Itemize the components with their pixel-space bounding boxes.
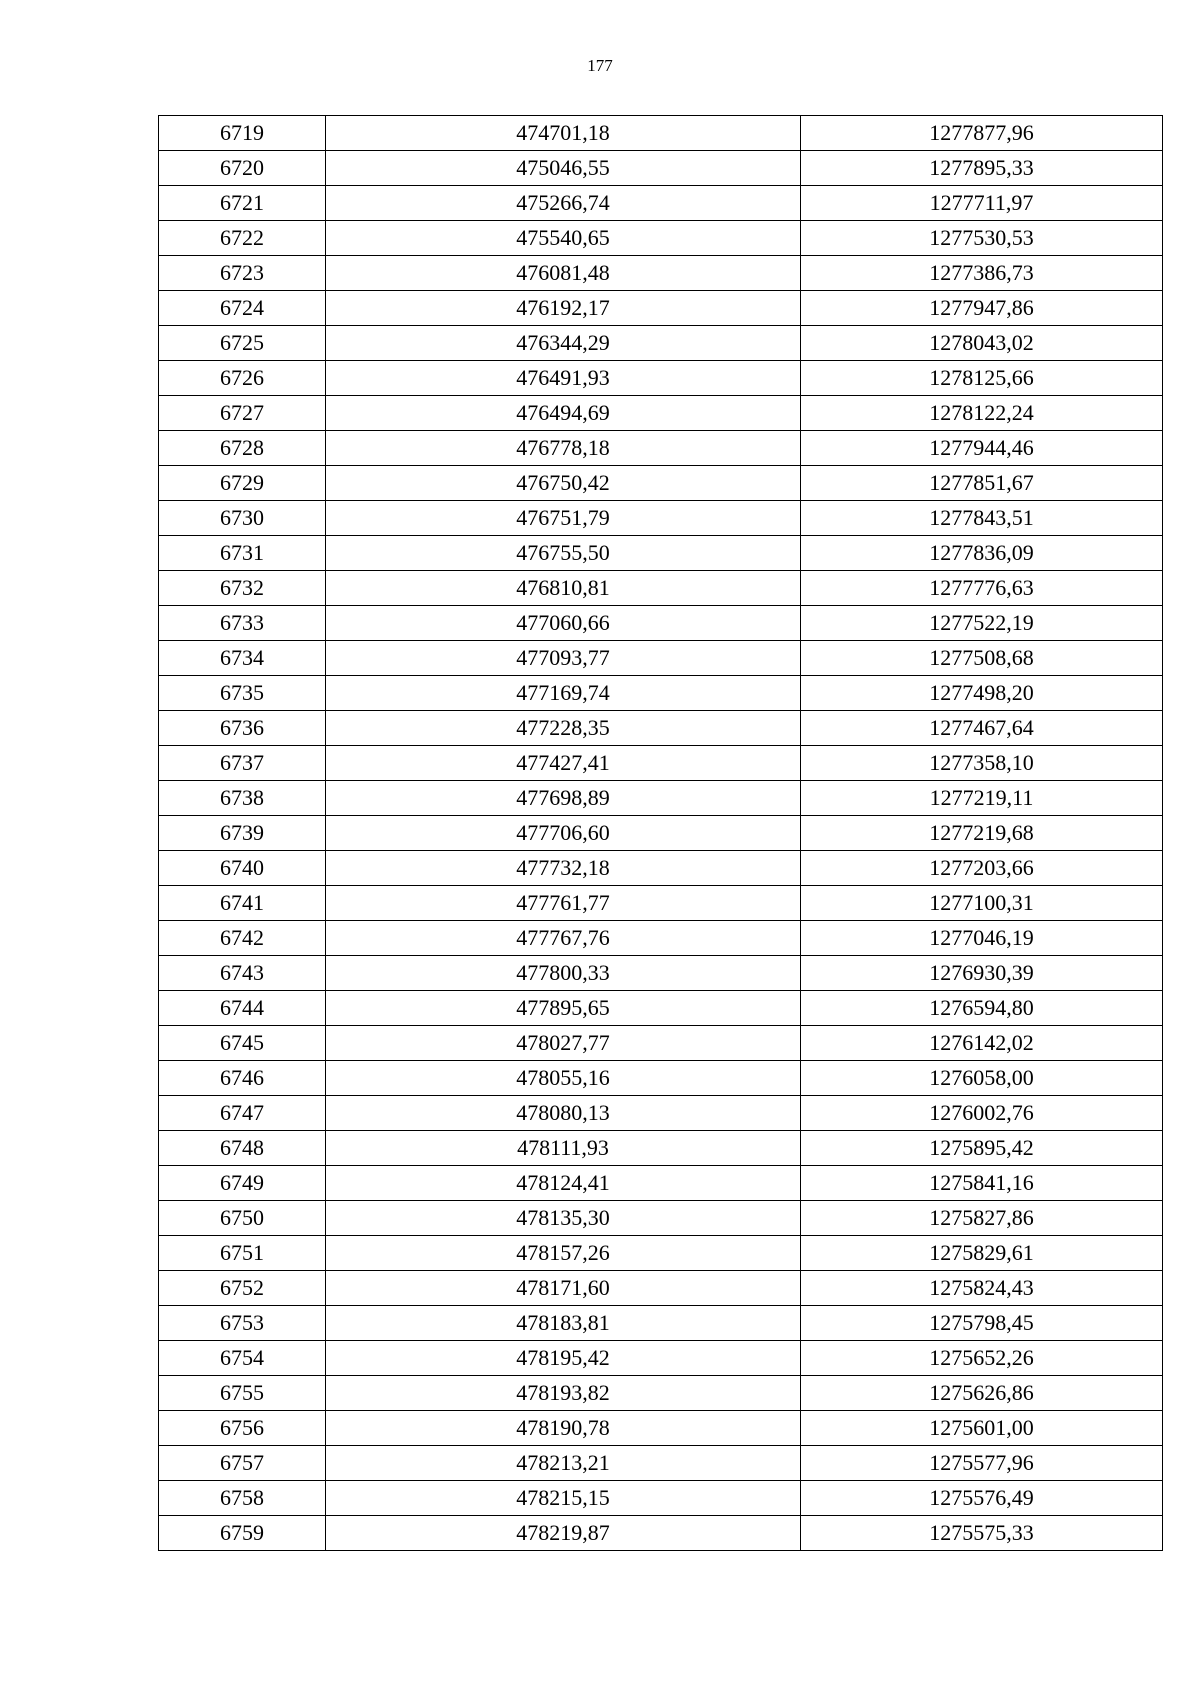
y-coordinate-cell: 1276058,00 [801,1061,1163,1096]
point-number-cell: 6735 [159,676,326,711]
y-coordinate-cell: 1276594,80 [801,991,1163,1026]
x-coordinate-cell: 476344,29 [326,326,801,361]
y-coordinate-cell: 1277203,66 [801,851,1163,886]
point-number-cell: 6729 [159,466,326,501]
y-coordinate-cell: 1277530,53 [801,221,1163,256]
point-number-cell: 6734 [159,641,326,676]
y-coordinate-cell: 1275577,96 [801,1446,1163,1481]
table-row [159,991,1163,1026]
point-number-cell: 6722 [159,221,326,256]
x-coordinate-cell: 477427,41 [326,746,801,781]
x-coordinate-cell: 478183,81 [326,1306,801,1341]
table-row [159,1376,1163,1411]
y-coordinate-cell: 1277843,51 [801,501,1163,536]
point-number-cell: 6744 [159,991,326,1026]
point-number-cell: 6724 [159,291,326,326]
table-row [159,921,1163,956]
point-number-cell: 6731 [159,536,326,571]
x-coordinate-cell: 476081,48 [326,256,801,291]
point-number-cell: 6733 [159,606,326,641]
point-number-cell: 6752 [159,1271,326,1306]
x-coordinate-cell: 477698,89 [326,781,801,816]
y-coordinate-cell: 1275827,86 [801,1201,1163,1236]
y-coordinate-cell: 1278125,66 [801,361,1163,396]
x-coordinate-cell: 478215,15 [326,1481,801,1516]
y-coordinate-cell: 1275829,61 [801,1236,1163,1271]
coordinates-table [158,115,1163,1551]
y-coordinate-cell: 1276142,02 [801,1026,1163,1061]
point-number-cell: 6759 [159,1516,326,1551]
point-number-cell: 6738 [159,781,326,816]
table-row [159,1271,1163,1306]
point-number-cell: 6726 [159,361,326,396]
table-row [159,606,1163,641]
y-coordinate-cell: 1277522,19 [801,606,1163,641]
x-coordinate-cell: 475046,55 [326,151,801,186]
y-coordinate-cell: 1277711,97 [801,186,1163,221]
x-coordinate-cell: 477169,74 [326,676,801,711]
table-row [159,956,1163,991]
table-row [159,326,1163,361]
table-row [159,1026,1163,1061]
y-coordinate-cell: 1278122,24 [801,396,1163,431]
y-coordinate-cell: 1277895,33 [801,151,1163,186]
y-coordinate-cell: 1277508,68 [801,641,1163,676]
table-row [159,1481,1163,1516]
x-coordinate-cell: 477706,60 [326,816,801,851]
x-coordinate-cell: 478171,60 [326,1271,801,1306]
x-coordinate-cell: 477800,33 [326,956,801,991]
x-coordinate-cell: 477228,35 [326,711,801,746]
point-number-cell: 6754 [159,1341,326,1376]
x-coordinate-cell: 477895,65 [326,991,801,1026]
y-coordinate-cell: 1275798,45 [801,1306,1163,1341]
table-row [159,641,1163,676]
y-coordinate-cell: 1276930,39 [801,956,1163,991]
y-coordinate-cell: 1278043,02 [801,326,1163,361]
table-row [159,186,1163,221]
table-row [159,466,1163,501]
table-row [159,1306,1163,1341]
table-row [159,1166,1163,1201]
point-number-cell: 6732 [159,571,326,606]
x-coordinate-cell: 476755,50 [326,536,801,571]
point-number-cell: 6721 [159,186,326,221]
point-number-cell: 6756 [159,1411,326,1446]
point-number-cell: 6747 [159,1096,326,1131]
x-coordinate-cell: 477732,18 [326,851,801,886]
x-coordinate-cell: 477093,77 [326,641,801,676]
point-number-cell: 6739 [159,816,326,851]
y-coordinate-cell: 1275895,42 [801,1131,1163,1166]
table-row [159,431,1163,466]
table-row [159,781,1163,816]
x-coordinate-cell: 476751,79 [326,501,801,536]
table-row [159,1236,1163,1271]
y-coordinate-cell: 1277046,19 [801,921,1163,956]
table-row [159,1201,1163,1236]
table-row [159,886,1163,921]
table-row [159,1446,1163,1481]
y-coordinate-cell: 1277836,09 [801,536,1163,571]
point-number-cell: 6741 [159,886,326,921]
y-coordinate-cell: 1277877,96 [801,116,1163,151]
x-coordinate-cell: 478111,93 [326,1131,801,1166]
table-row [159,501,1163,536]
y-coordinate-cell: 1277386,73 [801,256,1163,291]
x-coordinate-cell: 477761,77 [326,886,801,921]
x-coordinate-cell: 478080,13 [326,1096,801,1131]
table-row [159,1061,1163,1096]
x-coordinate-cell: 477060,66 [326,606,801,641]
x-coordinate-cell: 476778,18 [326,431,801,466]
table-row [159,151,1163,186]
point-number-cell: 6748 [159,1131,326,1166]
table-row [159,536,1163,571]
x-coordinate-cell: 476494,69 [326,396,801,431]
point-number-cell: 6751 [159,1236,326,1271]
y-coordinate-cell: 1277498,20 [801,676,1163,711]
table-row [159,816,1163,851]
x-coordinate-cell: 478213,21 [326,1446,801,1481]
x-coordinate-cell: 475540,65 [326,221,801,256]
y-coordinate-cell: 1277219,68 [801,816,1163,851]
y-coordinate-cell: 1277776,63 [801,571,1163,606]
page-number: 177 [587,56,613,75]
y-coordinate-cell: 1277219,11 [801,781,1163,816]
y-coordinate-cell: 1275824,43 [801,1271,1163,1306]
x-coordinate-cell: 477767,76 [326,921,801,956]
point-number-cell: 6742 [159,921,326,956]
y-coordinate-cell: 1277358,10 [801,746,1163,781]
y-coordinate-cell: 1275576,49 [801,1481,1163,1516]
coordinates-table-body [159,116,1163,1551]
y-coordinate-cell: 1275601,00 [801,1411,1163,1446]
table-row [159,361,1163,396]
y-coordinate-cell: 1277100,31 [801,886,1163,921]
x-coordinate-cell: 476192,17 [326,291,801,326]
point-number-cell: 6727 [159,396,326,431]
table-row [159,1341,1163,1376]
y-coordinate-cell: 1275841,16 [801,1166,1163,1201]
x-coordinate-cell: 478193,82 [326,1376,801,1411]
table-row [159,291,1163,326]
x-coordinate-cell: 475266,74 [326,186,801,221]
point-number-cell: 6749 [159,1166,326,1201]
table-row [159,256,1163,291]
table-row [159,571,1163,606]
point-number-cell: 6740 [159,851,326,886]
point-number-cell: 6730 [159,501,326,536]
table-row [159,221,1163,256]
table-row [159,396,1163,431]
x-coordinate-cell: 478219,87 [326,1516,801,1551]
y-coordinate-cell: 1275652,26 [801,1341,1163,1376]
point-number-cell: 6737 [159,746,326,781]
x-coordinate-cell: 474701,18 [326,116,801,151]
table-row [159,851,1163,886]
y-coordinate-cell: 1277944,46 [801,431,1163,466]
table-row [159,116,1163,151]
x-coordinate-cell: 476750,42 [326,466,801,501]
point-number-cell: 6723 [159,256,326,291]
table-row [159,711,1163,746]
table-row [159,1096,1163,1131]
table-row [159,676,1163,711]
table-row [159,1411,1163,1446]
point-number-cell: 6755 [159,1376,326,1411]
x-coordinate-cell: 478027,77 [326,1026,801,1061]
x-coordinate-cell: 478055,16 [326,1061,801,1096]
x-coordinate-cell: 478190,78 [326,1411,801,1446]
table-row [159,1131,1163,1166]
y-coordinate-cell: 1275575,33 [801,1516,1163,1551]
x-coordinate-cell: 476491,93 [326,361,801,396]
x-coordinate-cell: 478135,30 [326,1201,801,1236]
y-coordinate-cell: 1275626,86 [801,1376,1163,1411]
y-coordinate-cell: 1277467,64 [801,711,1163,746]
point-number-cell: 6758 [159,1481,326,1516]
x-coordinate-cell: 478195,42 [326,1341,801,1376]
point-number-cell: 6720 [159,151,326,186]
table-row [159,746,1163,781]
point-number-cell: 6757 [159,1446,326,1481]
y-coordinate-cell: 1277947,86 [801,291,1163,326]
point-number-cell: 6750 [159,1201,326,1236]
x-coordinate-cell: 476810,81 [326,571,801,606]
point-number-cell: 6728 [159,431,326,466]
point-number-cell: 6743 [159,956,326,991]
point-number-cell: 6753 [159,1306,326,1341]
point-number-cell: 6745 [159,1026,326,1061]
y-coordinate-cell: 1276002,76 [801,1096,1163,1131]
x-coordinate-cell: 478124,41 [326,1166,801,1201]
point-number-cell: 6725 [159,326,326,361]
y-coordinate-cell: 1277851,67 [801,466,1163,501]
point-number-cell: 6746 [159,1061,326,1096]
x-coordinate-cell: 478157,26 [326,1236,801,1271]
table-row [159,1516,1163,1551]
point-number-cell: 6736 [159,711,326,746]
point-number-cell: 6719 [159,116,326,151]
